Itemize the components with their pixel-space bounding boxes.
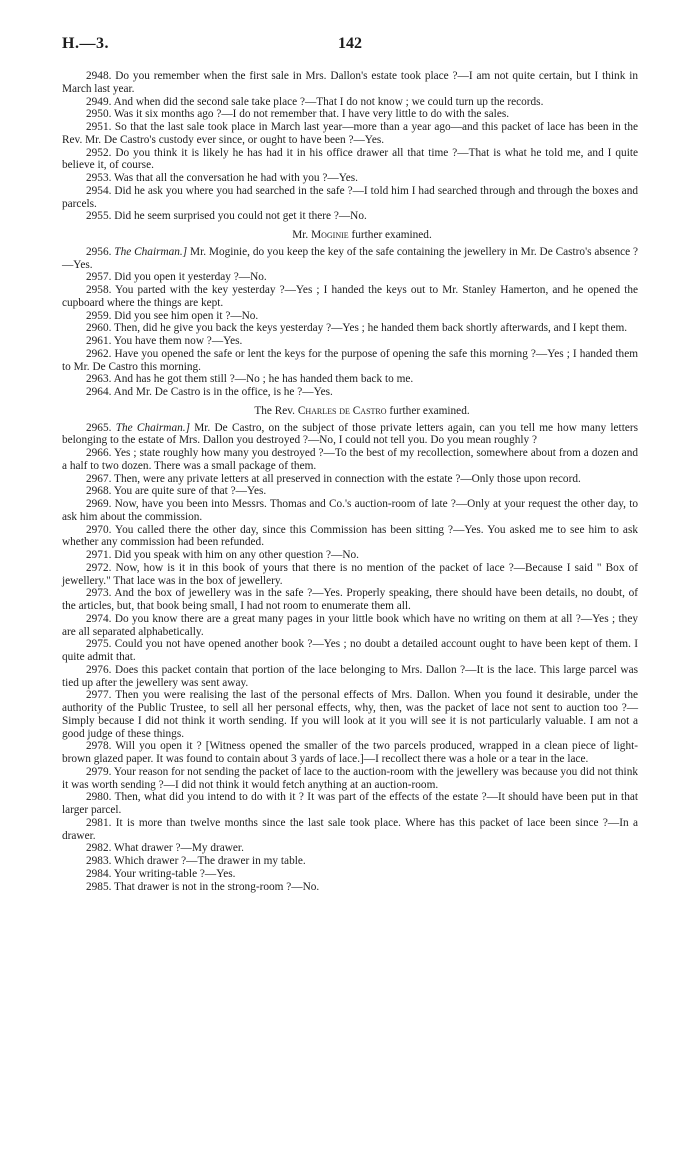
testimony-text: 2953. Was that all the conversation he had with you ?—Yes. xyxy=(86,172,358,184)
page-number: 142 xyxy=(338,35,362,52)
heading-prefix: The Rev. xyxy=(254,404,298,417)
speaker-label: The Chairman.] xyxy=(114,245,188,258)
testimony-text: 2985. That drawer is not in the strong-room ?—No. xyxy=(86,880,320,893)
witness-name: Moginie xyxy=(311,229,349,241)
testimony-text: 2969. Now, have you been into Messrs. Thomas and Co.'s auction-room of late ?—Only at your request the other day, to ask him about the commission. xyxy=(62,498,638,523)
testimony-paragraph xyxy=(62,335,638,348)
testimony-paragraph xyxy=(62,791,638,817)
testimony-paragraph xyxy=(62,108,638,121)
testimony-paragraph xyxy=(62,172,638,185)
witness-name: Charles de Castro xyxy=(297,404,387,417)
testimony-text: 2957. Did you open it yesterday ?—No. xyxy=(86,271,267,284)
testimony-paragraph xyxy=(62,310,638,323)
testimony-paragraph xyxy=(62,868,638,881)
page-header xyxy=(62,35,638,70)
testimony-text: 2979. Your reason for not sending the packet of lace to the auction-room with the jewellery was because you did not think it was worth sending ?—I did not think it would fetch anything at an auction-room. xyxy=(62,765,638,791)
testimony-paragraph xyxy=(62,386,638,399)
testimony-text: 2954. Did he ask you where you had searched in the safe ?—I told him I had searched through and through the boxes and parcels. xyxy=(62,184,638,210)
testimony-paragraph xyxy=(62,246,638,272)
testimony-paragraph xyxy=(62,473,638,486)
speaker-label: The Chairman.] xyxy=(115,421,190,434)
testimony-text: 2960. Then, did he give you back the keys yesterday ?—Yes ; he handed them back shortly afterwards, and I kept them. xyxy=(86,322,628,335)
testimony-text: 2970. You called there the other day, since this Commission has been sitting ?—Yes. You asked me to see him to ask whether any commission had been refunded. xyxy=(62,523,638,549)
testimony-text: 2951. So that the last sale took place in March last year—more than a year ago—and this packet of lace has been in the Rev. Mr. De Castro's custody ever since, or ought to have been ?—Yes. xyxy=(62,121,638,146)
testimony-text: 2967. Then, were any private letters at all preserved in connection with the estate ?—Only those upon record. xyxy=(86,472,581,485)
testimony-text: 2961. You have them now ?—Yes. xyxy=(86,335,243,347)
testimony-text: 2963. And has he got them still ?—No ; he has handed them back to me. xyxy=(86,373,414,386)
testimony-paragraph xyxy=(62,842,638,855)
testimony-text: 2984. Your writing-table ?—Yes. xyxy=(86,867,236,880)
testimony-text: 2978. Will you open it ? [Witness opened the smaller of the two parcels produced, wrapped in a clean piece of light-brown glazed paper. It was found to contain about 3 yards of lace.]—I recollect there was a hole or a tear in the lace. xyxy=(62,740,638,765)
testimony-paragraph xyxy=(62,271,638,284)
testimony-paragraph xyxy=(62,373,638,386)
testimony-paragraph xyxy=(62,549,638,562)
testimony-text: 2972. Now, how is it in this book of yours that there is no mention of the packet of lace ?—Because I said " Box of jewellery." That lace was in the box of jewellery. xyxy=(62,561,638,587)
testimony-text: 2950. Was it six months ago ?—I do not remember that. I have very little to do with the sales. xyxy=(86,108,510,121)
heading-suffix: further examined. xyxy=(348,229,432,241)
testimony-paragraph xyxy=(62,498,638,524)
testimony-paragraph xyxy=(62,664,638,690)
testimony-paragraph xyxy=(62,881,638,894)
testimony-paragraph xyxy=(62,210,638,223)
testimony-paragraph xyxy=(62,322,638,335)
testimony-text: 2959. Did you see him open it ?—No. xyxy=(86,309,259,322)
testimony-paragraph xyxy=(62,121,638,147)
document-body xyxy=(62,70,638,893)
testimony-paragraph xyxy=(62,766,638,792)
testimony-text: 2952. Do you think it is likely he has had it in his office drawer all that time ?—That is what he told me, and I quite believe it, of course. xyxy=(62,146,638,172)
testimony-text: 2975. Could you not have opened another book ?—Yes ; no doubt a detailed account ought to have been kept of them. I quite admit that. xyxy=(62,638,638,663)
heading-prefix: Mr. xyxy=(292,229,312,241)
testimony-text: 2958. You parted with the key yesterday ?—Yes ; I handed the keys out to Mr. Stanley Hamerton, and he opened the cupboard where the things are kept. xyxy=(62,284,638,309)
question-number: 2956. xyxy=(86,245,115,258)
testimony-text: 2962. Have you opened the safe or lent the keys for the purpose of opening the safe this morning ?—Yes ; I handed them to Mr. De Castro this morning. xyxy=(62,347,638,373)
testimony-paragraph xyxy=(62,447,638,473)
testimony-paragraph xyxy=(62,587,638,613)
testimony-paragraph xyxy=(62,70,638,96)
testimony-text: 2983. Which drawer ?—The drawer in my table. xyxy=(86,855,306,867)
testimony-paragraph xyxy=(62,740,638,766)
testimony-text: 2980. Then, what did you intend to do with it ? It was part of the effects of the estate ?—It should have been put in that larger parcel. xyxy=(62,791,638,816)
testimony-paragraph xyxy=(62,96,638,109)
testimony-text: 2973. And the box of jewellery was in the safe ?—Yes. Properly speaking, there should have been details, no doubt, of the articles, but, that book being small, I had not room to enumerate them all. xyxy=(62,587,638,612)
testimony-text: 2982. What drawer ?—My drawer. xyxy=(86,842,244,855)
testimony-text: 2948. Do you remember when the first sale in Mrs. Dallon's estate took place ?—I am not quite certain, but I think in March last year. xyxy=(62,70,638,95)
testimony-text: 2966. Yes ; state roughly how many you destroyed ?—To the best of my recollection, somewhere about from a dozen and a half to two dozen. There was a small package of them. xyxy=(62,447,638,472)
testimony-paragraph xyxy=(62,348,638,374)
testimony-text: 2955. Did he seem surprised you could not get it there ?—No. xyxy=(86,210,367,223)
testimony-paragraph xyxy=(62,422,638,448)
testimony-paragraph xyxy=(62,855,638,868)
testimony-paragraph xyxy=(62,524,638,550)
section-heading xyxy=(62,405,638,418)
testimony-text: 2968. You are quite sure of that ?—Yes. xyxy=(86,485,267,498)
testimony-text: 2976. Does this packet contain that portion of the lace belonging to Mrs. Dallon ?—It is the lace. This large parcel was tied up after the jewellery was sent away. xyxy=(62,663,638,689)
testimony-paragraph xyxy=(62,485,638,498)
document-code: H.—3. xyxy=(62,35,109,52)
testimony-text: Mr. Moginie, do you keep the key of the safe containing the jewellery in Mr. De Castro's absence ?—Yes. xyxy=(62,245,638,271)
testimony-text: 2977. Then you were realising the last of the personal effects of Mrs. Dallon. When you found it desirable, under the authority of the Public Trustee, to sell all her personal effects, why, then, was the packet of lace not sent to auction too ?—Simply because I did not think it worth sending. If you will look at it you will see it is not particularly valuable. I am not a good judge of these things. xyxy=(62,689,638,740)
testimony-text: Mr. De Castro, on the subject of those private letters again, can you tell me how many letters belonging to the estate of Mrs. Dallon you destroyed ?—No, I could not tell you. Do you mean roughly ? xyxy=(62,421,639,447)
testimony-text: 2974. Do you know there are a great many pages in your little book which have no writing on them at all ?—Yes ; they are all separated alphabetically. xyxy=(62,612,638,638)
testimony-paragraph xyxy=(62,817,638,843)
testimony-paragraph xyxy=(62,689,638,740)
testimony-paragraph xyxy=(62,638,638,664)
testimony-paragraph xyxy=(62,185,638,211)
question-number: 2965. xyxy=(86,421,116,434)
section-heading xyxy=(62,229,638,242)
testimony-paragraph xyxy=(62,613,638,639)
testimony-text: 2981. It is more than twelve months since the last sale took place. Where has this packet of lace been since ?—In a drawer. xyxy=(62,816,638,842)
heading-suffix: further examined. xyxy=(386,404,470,417)
testimony-paragraph xyxy=(62,562,638,588)
testimony-paragraph xyxy=(62,147,638,173)
testimony-text: 2964. And Mr. De Castro is in the office, is he ?—Yes. xyxy=(86,386,333,398)
testimony-text: 2949. And when did the second sale take place ?—That I do not know ; we could turn up the records. xyxy=(86,95,544,108)
testimony-text: 2971. Did you speak with him on any other question ?—No. xyxy=(86,549,359,561)
testimony-paragraph xyxy=(62,284,638,310)
